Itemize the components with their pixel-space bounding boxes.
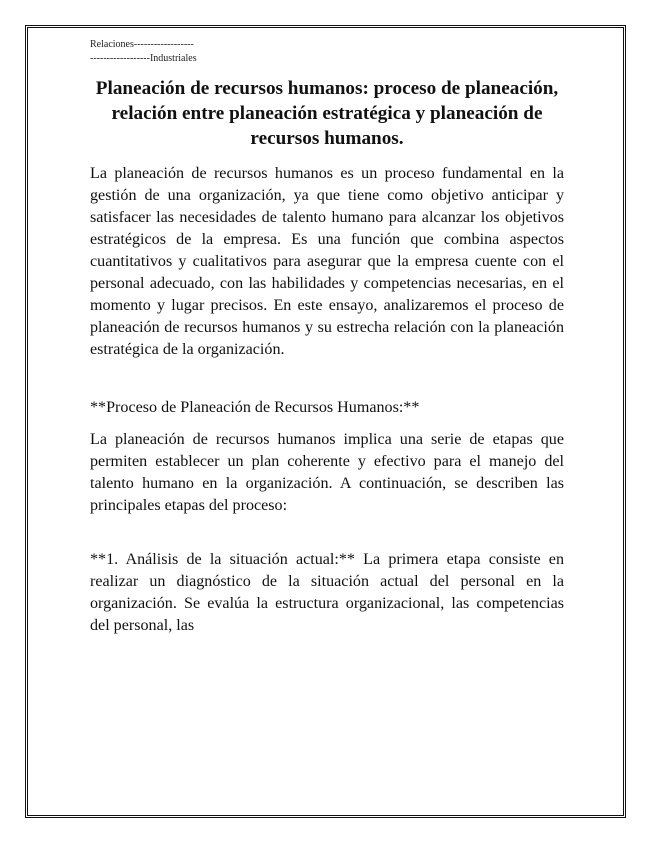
page-content <box>90 38 564 637</box>
document-title: Planeación de recursos humanos: proceso de planeación, relación entre planeación estratégica y planeación de recursos humanos. <box>95 78 559 149</box>
header-note-line-1: Relaciones------------------ <box>90 39 194 50</box>
header-note-line-2: ------------------Industriales <box>90 53 197 64</box>
spacer <box>90 361 564 397</box>
section-paragraph: La planeación de recursos humanos implica una serie de etapas que permiten establecer un plan coherente y efectivo para el manejo del talento humano en la organización. A continuación, se describen las principales etapas del proceso: <box>90 431 564 514</box>
step-1-paragraph: **1. Análisis de la situación actual:** La primera etapa consiste en realizar un diagnóstico de la situación actual del personal en la organización. Se evalúa la estructura organizacional, las competencias del personal, las <box>90 551 564 634</box>
spacer <box>90 517 564 549</box>
section-heading: **Proceso de Planeación de Recursos Humanos:** <box>90 399 420 416</box>
intro-paragraph: La planeación de recursos humanos es un proceso fundamental en la gestión de una organización, ya que tiene como objetivo anticipar y satisfacer las necesidades de talento humano para alcanzar los objetivos estratégicos de la empresa. Es una función que combina aspectos cuantitativos y cualitativos para asegurar que la empresa cuente con el personal adecuado, con las habilidades y competencias necesarias, en el momento y lugar precisos. En este ensayo, analizaremos el proceso de planeación de recursos humanos y su estrecha relación con la planeación estratégica de la organización. <box>90 165 564 358</box>
